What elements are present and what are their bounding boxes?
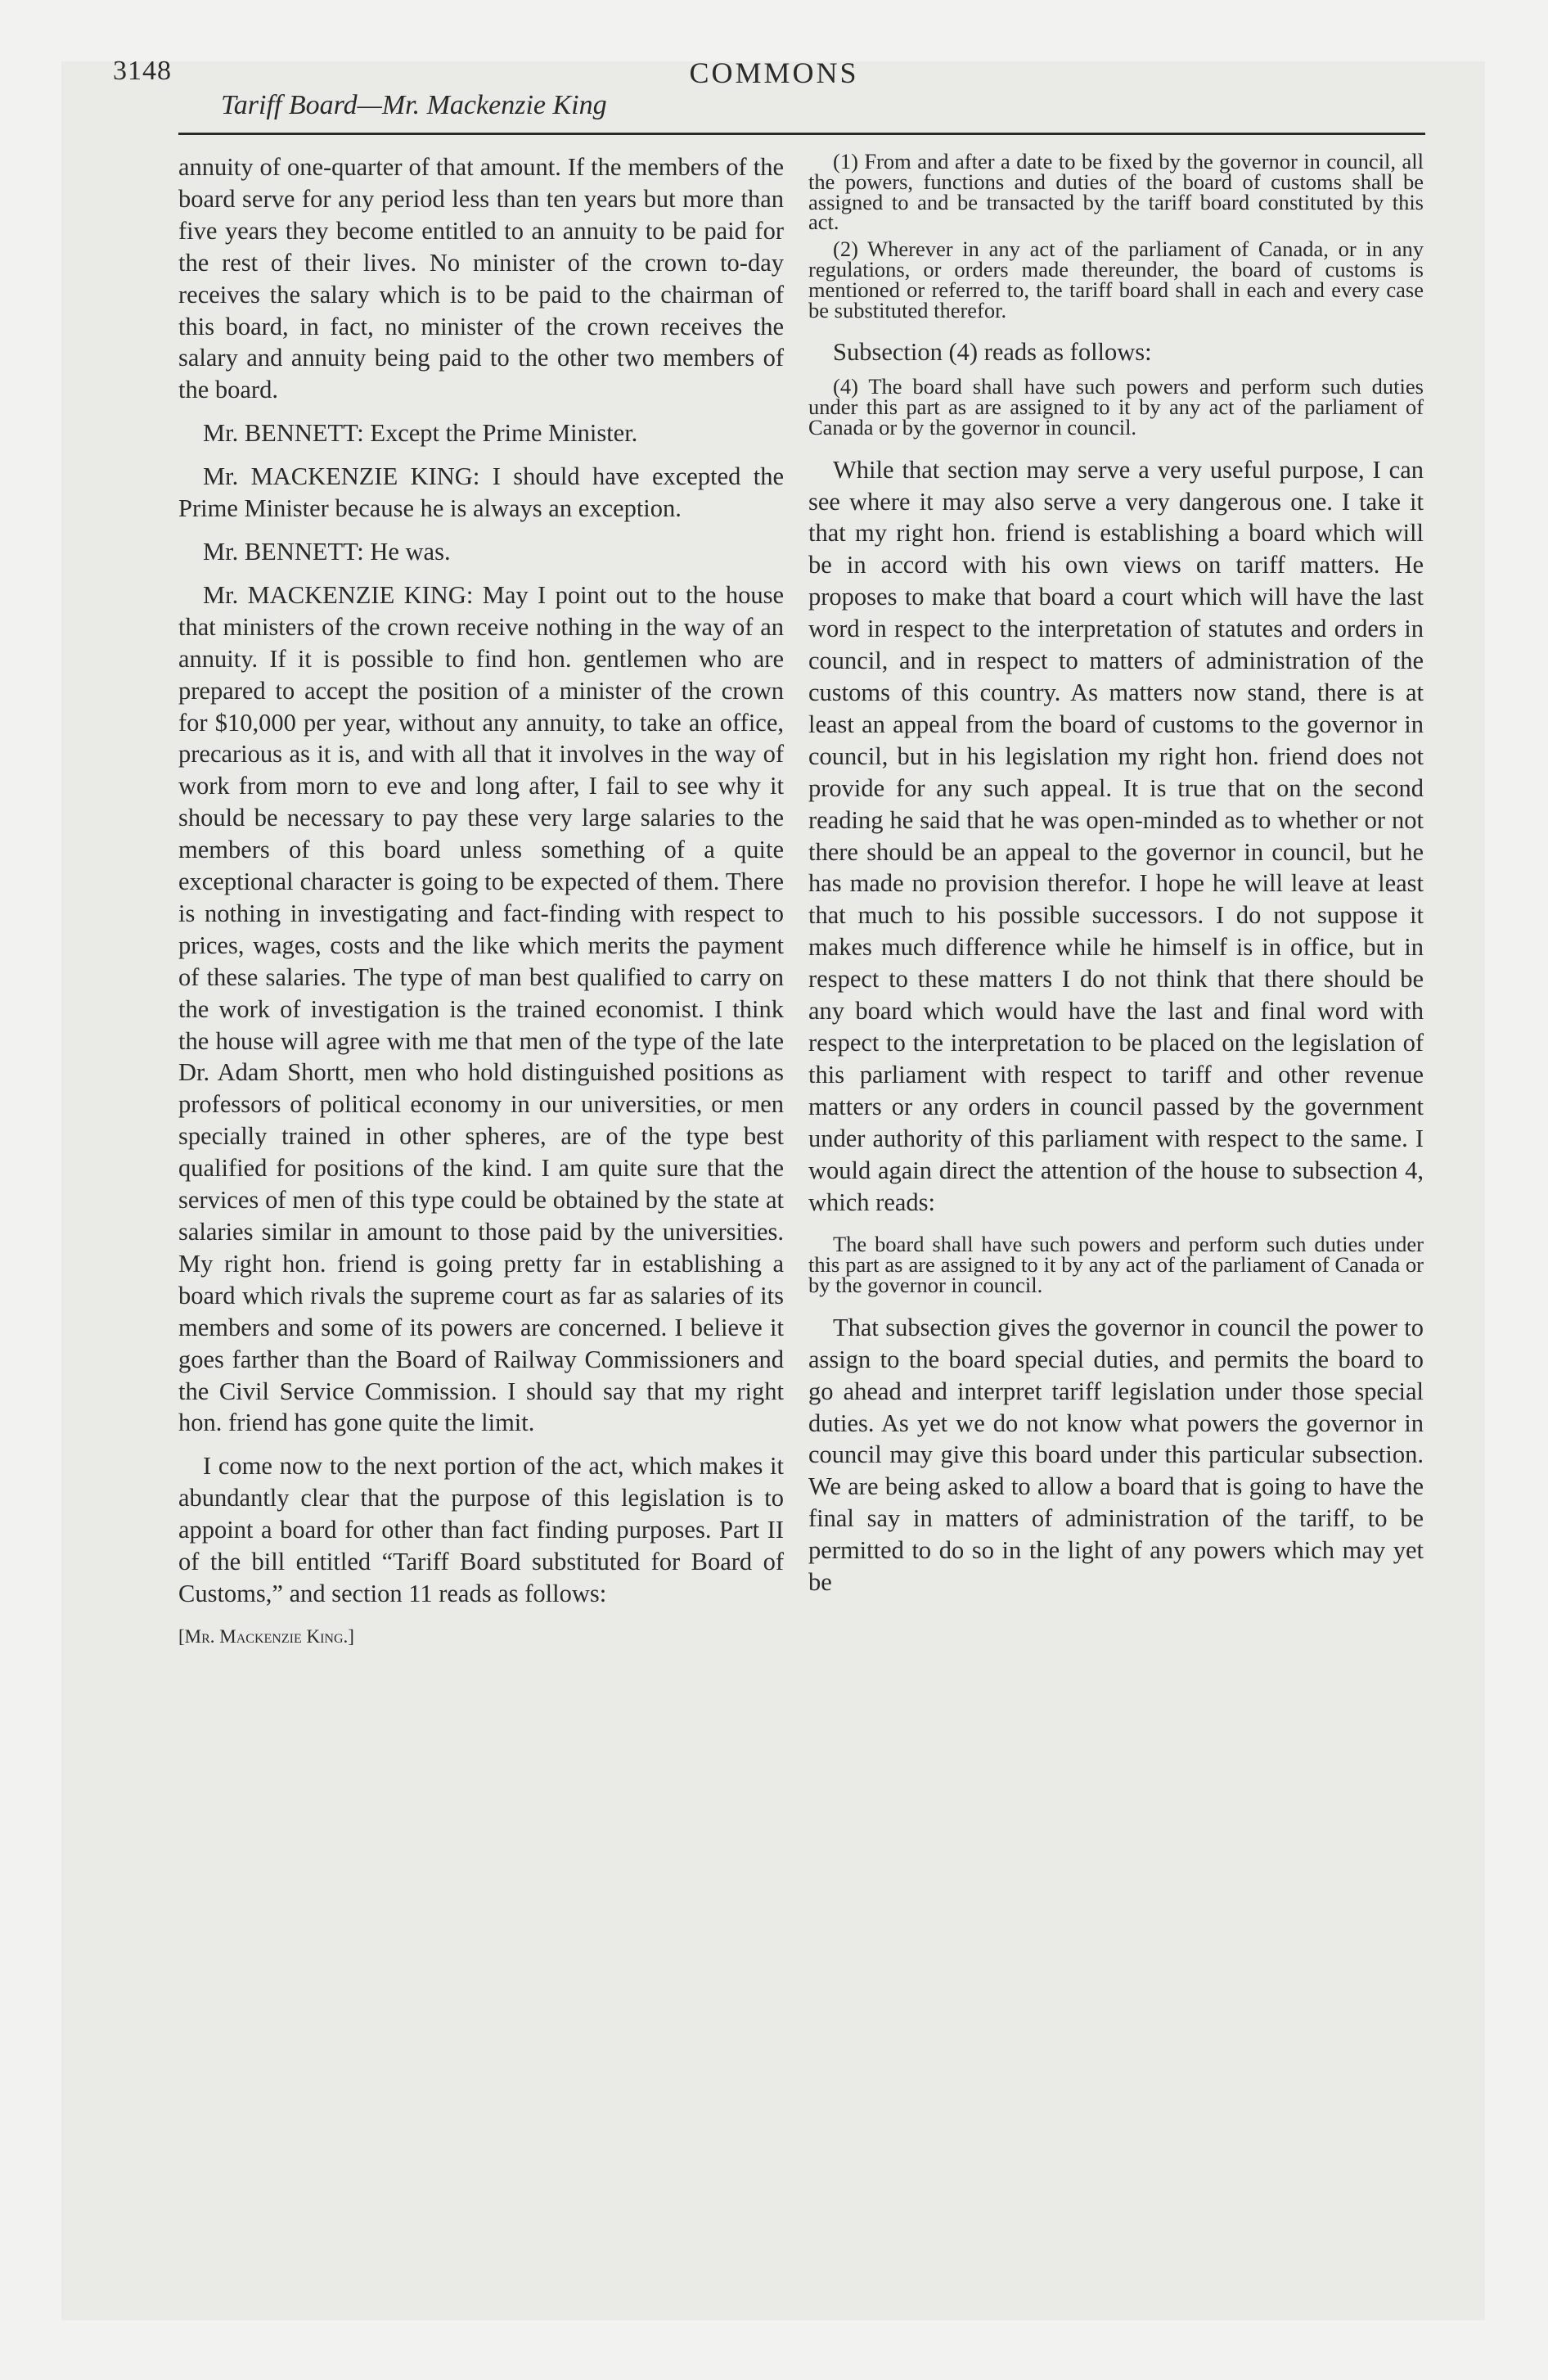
quoted-clause: (4) The board shall have such powers and perform such duties under this part as are assigned to it by any act of the parliament of Canada or by the governor in council. — [808, 374, 1424, 439]
paragraph: Subsection (4) reads as follows: — [833, 338, 1152, 367]
left-column — [178, 151, 784, 1648]
quoted-clause: The board shall have such powers and perform such duties under this part as are assigned to it by any act of the parliament of Canada or by the governor in council. — [808, 1232, 1424, 1298]
quoted-clause: (2) Wherever in any act of the parliament of Canada, or in any regulations, or orders made thereunder, the board of customs is mentioned or referred to, the tariff board shall in each and every case be substituted therefor. — [808, 237, 1424, 322]
right-column — [808, 151, 1424, 1598]
header-rule — [178, 133, 1425, 135]
paragraph: Mr. BENNETT: Except the Prime Minister. — [203, 419, 638, 448]
paragraph: Mr. MACKENZIE KING: May I point out to the house that ministers of the crown receive nothing in the way of an annuity. If it is possible to find hon. gentlemen who are prepared to accept the position of a minister of the crown for $10,000 per year, without any annuity, to take an office, precarious as it is, and with all that it involves in the way of work from morn to eve and long after, I fail to see why it should be necessary to pay these very large salaries to the members of this board unless something of a quite exceptional character is going to be expected of them. There is nothing in investigating and fact-finding with respect to prices, wages, costs and the like which merits the payment of these salaries. The type of man best qualified to carry on the work of investigation is the trained economist. I think the house will agree with me that men of the type of the late Dr. Adam Shortt, men who hold distinguished positions as professors of political economy in our universities, or men specially trained in other spheres, are of the type best qualified for positions of the kind. I am quite sure that the services of men of this type could be obtained by the state at salaries similar in amount to those paid by the universities. My right hon. friend is going pretty far in establishing a board which rivals the supreme court as far as salaries of its members and some of its powers are concerned. I believe it goes farther than the Board of Railway Commissioners and the Civil Service Commission. I should say that my right hon. friend has gone quite the limit. — [178, 580, 784, 1437]
paragraph: Mr. BENNETT: He was. — [203, 537, 451, 566]
paragraph: While that section may serve a very useful purpose, I can see where it may also serve a very dangerous one. I take it that my right hon. friend is establishing a board which will be in accord with his own views on tariff matters. He proposes to make that board a court which will have the last word in respect to the interpretation of statutes and orders in council, and in respect to matters of administration of the customs of this country. As matters now stand, there is at least an appeal from the board of customs to the governor in council, but in his legislation my right hon. friend does not provide for any such appeal. It is true that on the second reading he said that he was open-minded as to whether or not there should be an appeal to the governor in council, but he has made no provision therefor. I hope he will leave at least that much to his possible successors. I do not suppose it makes much difference while he himself is in office, but in respect to these matters I do not think that there should be any board which would have the last and final word with respect to the interpretation to be placed on the legislation of this parliament with respect to tariff and other revenue matters or any orders in council passed by the government under authority of this parliament with respect to the same. I would again direct the attention of the house to subsection 4, which reads: — [808, 455, 1424, 1216]
speaker-footer: [Mr. Mackenzie King.] — [178, 1625, 354, 1647]
paragraph: That subsection gives the governor in council the power to assign to the board special duties, and permits the board to go ahead and interpret tariff legislation under those special duties. As yet we do not know what powers the governor in council may give this board under this particular subsection. We are being asked to allow a board that is going to have the final say in matters of administration of the tariff, to be permitted to do so in the light of any powers which may yet be — [808, 1313, 1424, 1597]
quoted-clause: (1) From and after a date to be fixed by the governor in council, all the powers, functions and duties of the board of customs shall be assigned to and be transacted by the tariff board constituted by this act. — [808, 149, 1424, 235]
paragraph: annuity of one-quarter of that amount. If the members of the board serve for any period less than ten years but more than five years they become entitled to an annuity to be paid for the rest of their lives. No minister of the crown to-day receives the salary which is to be paid to the chairman of this board, in fact, no minister of the crown receives the salary and annuity being paid to the other two members of the board. — [178, 153, 784, 404]
page-title: COMMONS — [689, 56, 859, 89]
page-number: 3148 — [113, 56, 172, 86]
paragraph: I come now to the next portion of the act, which makes it abundantly clear that the purpose of this legislation is to appoint a board for other than fact finding purposes. Part II of the bill entitled “Tariff Board substituted for Board of Customs,” and section 11 reads as follows: — [178, 1452, 784, 1607]
paragraph: Mr. MACKENZIE KING: I should have excepted the Prime Minister because he is always an exception. — [178, 462, 784, 523]
running-subject: Tariff Board—Mr. Mackenzie King — [221, 90, 607, 120]
